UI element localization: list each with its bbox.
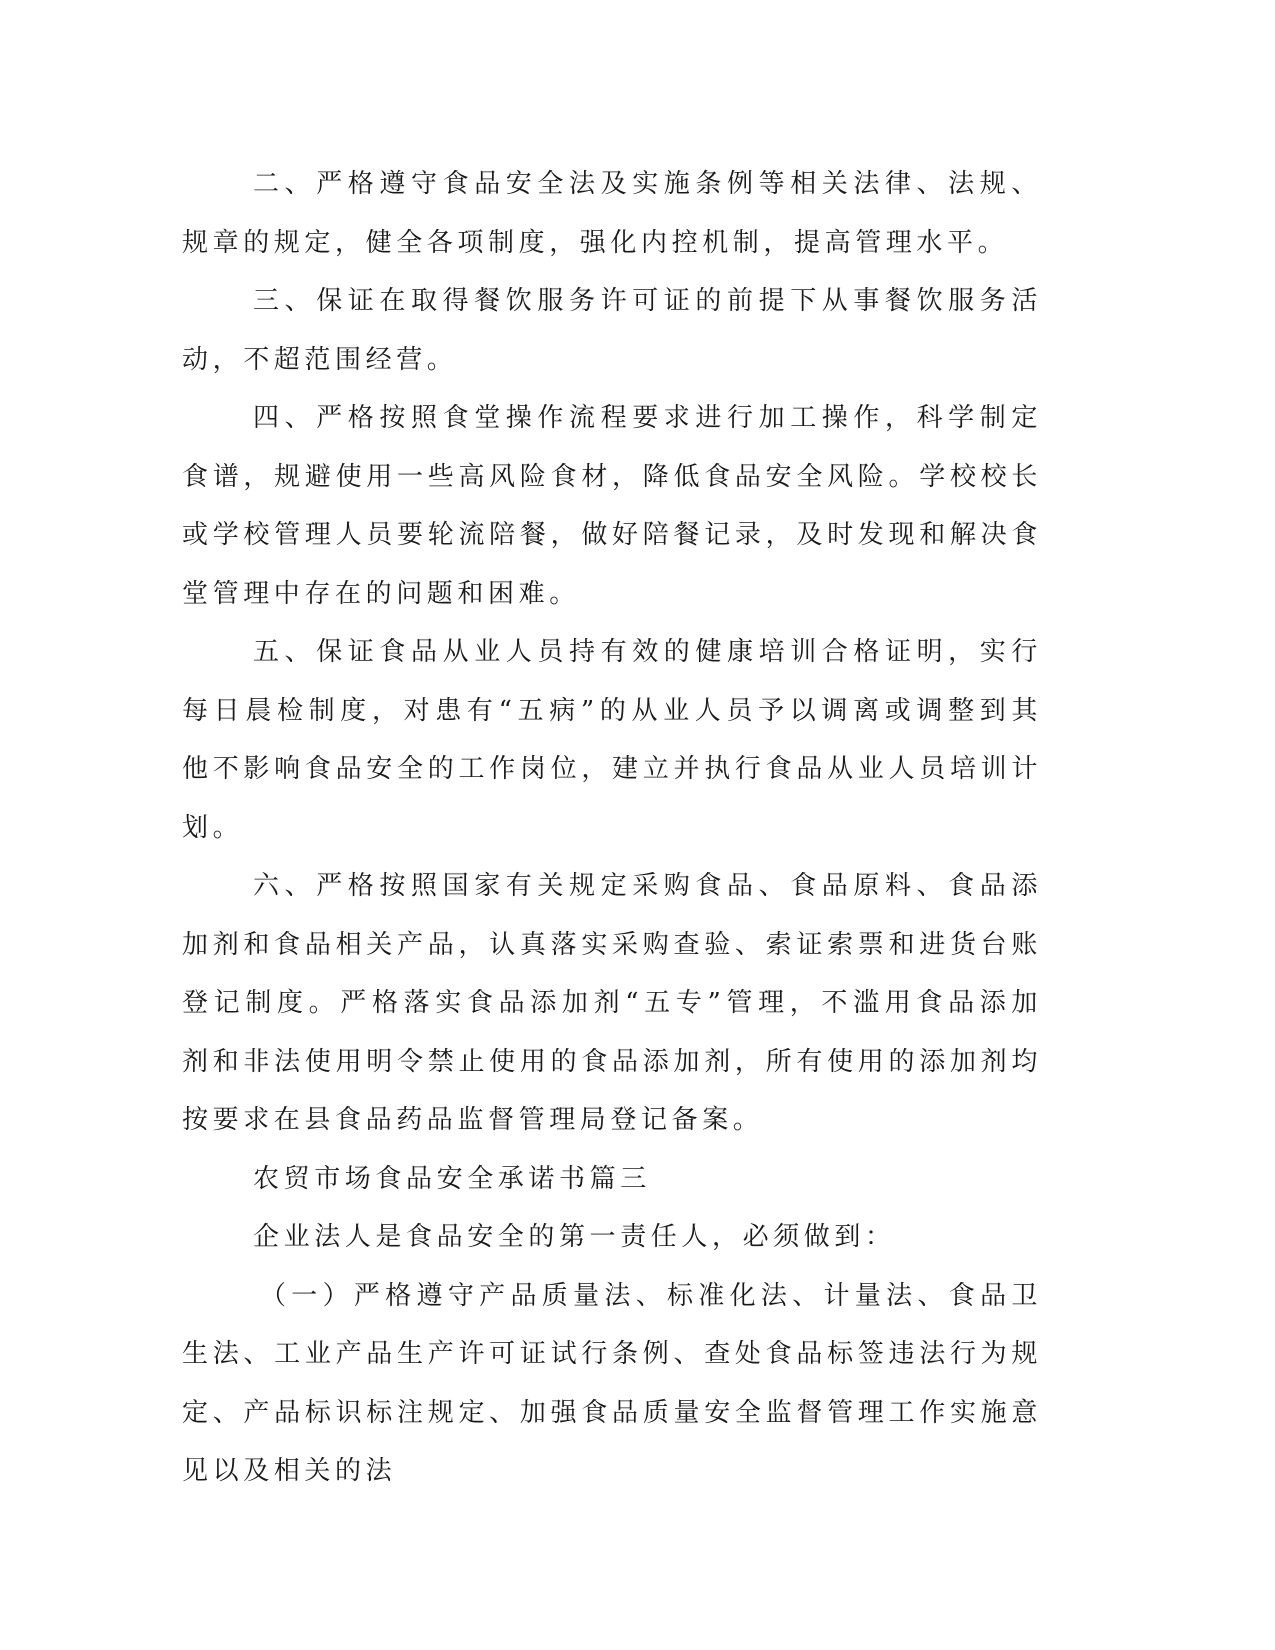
intro-paragraph: 企业法人是食品安全的第一责任人，必须做到： <box>253 1222 896 1252</box>
section-title: 农贸市场食品安全承诺书篇三 <box>253 1163 651 1194</box>
document-body <box>182 155 1042 1501</box>
clause-1: （一）严格遵守产品质量法、标准化法、计量法、食品卫生法、工业产品生产许可证试行条例、查处食品标签违法行为规定、产品标识标注规定、加强食品质量安全监督管理工作实施意见以及相关的法 <box>182 1280 1042 1486</box>
paragraph-3: 三、保证在取得餐饮服务许可证的前提下从事餐饮服务活动，不超范围经营。 <box>182 286 1042 375</box>
paragraph-4: 四、严格按照食堂操作流程要求进行加工操作，科学制定食谱，规避使用一些高风险食材，降低食品安全风险。学校校长或学校管理人员要轮流陪餐，做好陪餐记录，及时发现和解决食堂管理中存在的问题和困难。 <box>182 403 1042 609</box>
paragraph-5: 五、保证食品从业人员持有效的健康培训合格证明，实行每日晨检制度，对患有“五病”的从业人员予以调离或调整到其他不影响食品安全的工作岗位，建立并执行食品从业人员培训计划。 <box>182 637 1042 843</box>
paragraph-2: 二、严格遵守食品安全法及实施条例等相关法律、法规、规章的规定，健全各项制度，强化内控机制，提高管理水平。 <box>182 169 1042 258</box>
paragraph-6: 六、严格按照国家有关规定采购食品、食品原料、食品添加剂和食品相关产品，认真落实采购查验、索证索票和进货台账登记制度。严格落实食品添加剂“五专”管理，不滥用食品添加剂和非法使用明令禁止使用的食品添加剂，所有使用的添加剂均按要求在县食品药品监督管理局登记备案。 <box>182 871 1042 1135</box>
